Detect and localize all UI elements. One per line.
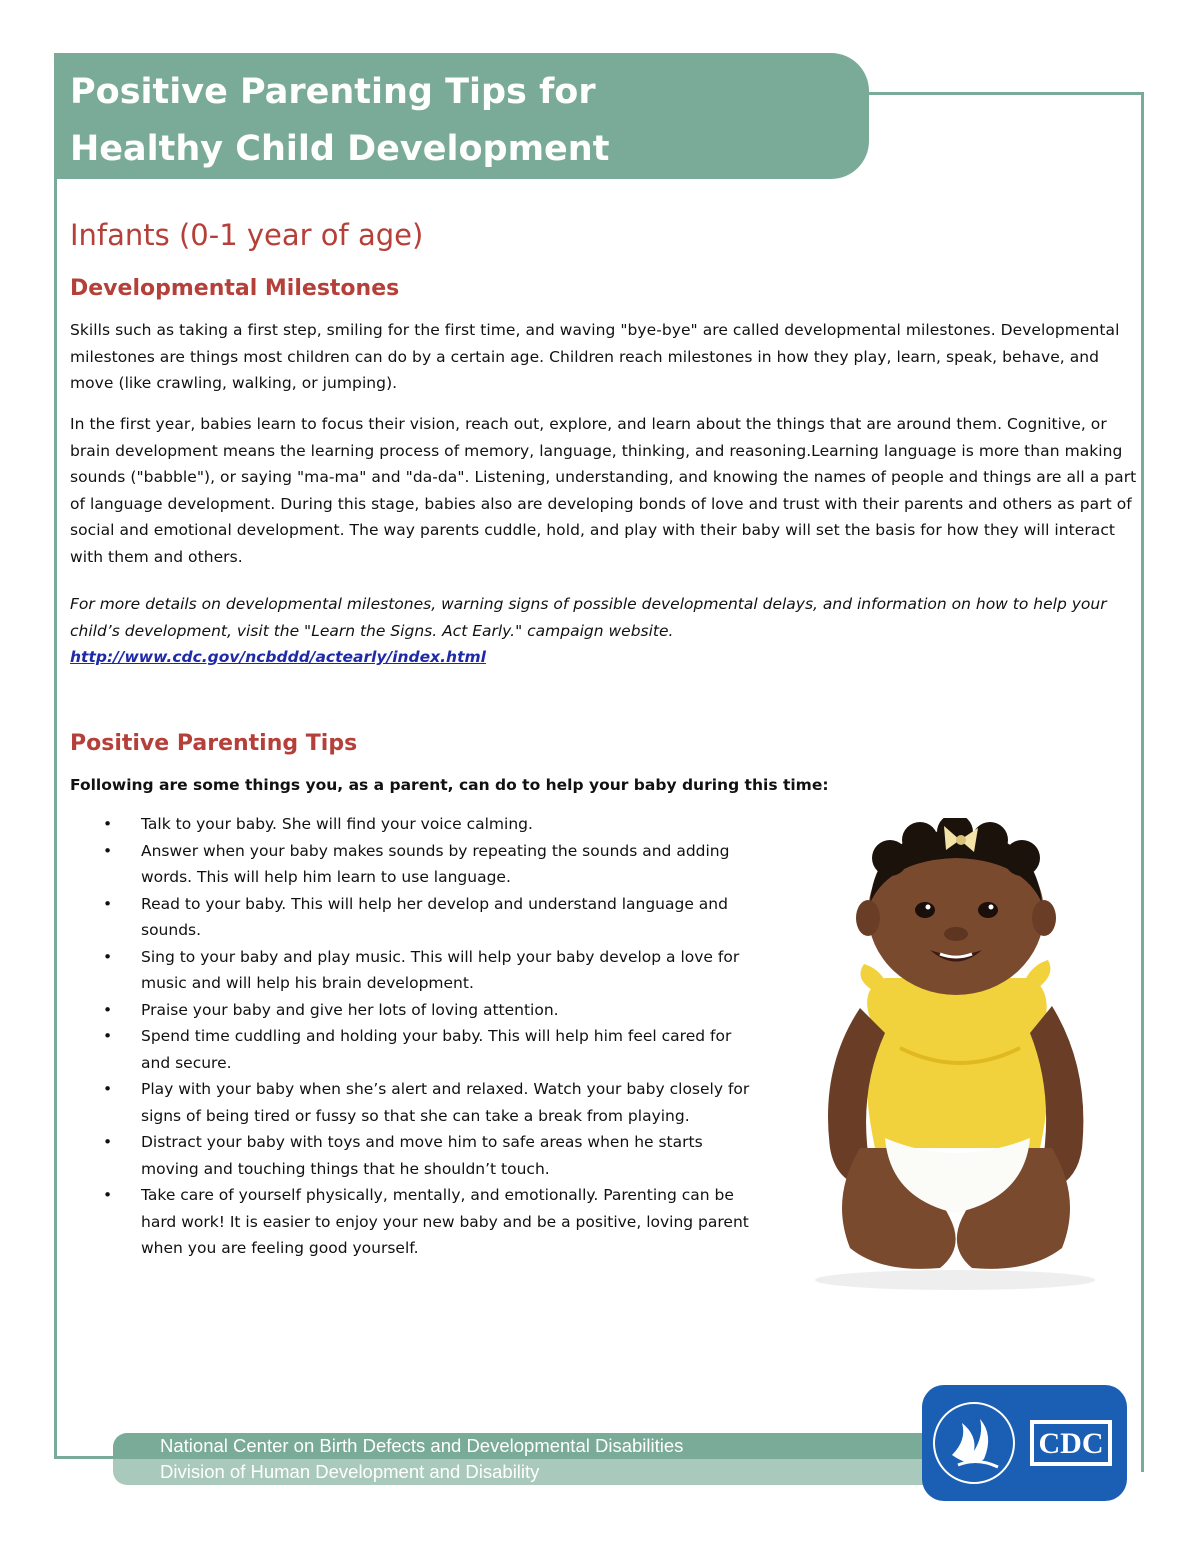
act-early-link[interactable]: http://www.cdc.gov/ncbddd/actearly/index.html <box>70 648 486 666</box>
frame-left-line <box>54 170 57 1458</box>
frame-top-line <box>860 92 1144 95</box>
tip-text: Sing to your baby and play music. This will help your baby develop a love for music and will help his brain development. <box>141 947 740 992</box>
bullet: • <box>103 815 113 833</box>
bullet: • <box>103 1133 113 1151</box>
list-item <box>103 944 753 997</box>
milestones-paragraph-1: Skills such as taking a first step, smiling for the first time, and waving "bye-bye" are called developmental milestones. Developmental milestones are things most children can do by a certain age. Children reach milestones in how they play, learn, speak, behave, and move (like crawling, walking, or jumping). <box>70 321 1120 392</box>
tip-text: Praise your baby and give her lots of loving attention. <box>141 1000 559 1019</box>
milestones-paragraph-2: In the first year, babies learn to focus their vision, reach out, explore, and learn about the things that are around them. Cognitive, or brain development means the learning process of memory, language, thinking, and reasoning.Learning language is more than making sounds ("babble"), or saying "ma-ma" and "da-da". Listening, understanding, and knowing the names of people and things are all a part of language development. During this stage, babies also are developing bonds of love and trust with their parents and others as part of social and emotional development. The way parents cuddle, hold, and play with their baby will set the basis for how they will interact with them and others. <box>70 415 1137 566</box>
frame-bottom-left-line <box>54 1456 116 1459</box>
tip-text: Talk to your baby. She will find your voice calming. <box>141 815 533 833</box>
list-item <box>103 997 753 1024</box>
list-item <box>103 811 753 838</box>
bullet: • <box>103 1027 113 1045</box>
tips-lead: Following are some things you, as a parent, can do to help your baby during this time: <box>70 776 829 794</box>
bullet: • <box>103 841 113 860</box>
page-title <box>70 64 609 178</box>
tip-text: Take care of yourself physically, mentally, and emotionally. Parenting can be hard work! It is easier to enjoy your new baby and be a positive, loving parent when you are feeling good yourself. <box>141 1186 749 1257</box>
list-item <box>103 1076 753 1129</box>
page-title-line2: Healthy Child Development <box>70 129 610 169</box>
tip-text: Read to your baby. This will help her develop and understand language and sounds. <box>141 894 728 939</box>
frame-right-line <box>1141 92 1144 1472</box>
list-item <box>103 891 753 944</box>
list-item <box>103 1182 753 1262</box>
bullet: • <box>103 1186 113 1204</box>
milestones-heading: Developmental Milestones <box>70 276 400 301</box>
tips-heading: Positive Parenting Tips <box>70 731 358 756</box>
bullet: • <box>103 947 113 966</box>
list-item <box>103 1129 753 1182</box>
tips-list <box>103 811 753 1262</box>
tip-text: Spend time cuddling and holding your baby. This will help him feel cared for and secure. <box>141 1027 732 1072</box>
baby-photo <box>790 818 1120 1293</box>
more-details-note: For more details on developmental milestones, warning signs of possible developmental delays, and information on how to help your child’s development, visit the "Learn the Signs. Act Early." campaign website. <box>70 595 1107 640</box>
age-group-heading: Infants (0-1 year of age) <box>70 218 424 252</box>
cdc-wordmark: CDC <box>1038 1427 1104 1460</box>
cdc-logo <box>922 1385 1127 1501</box>
footer-center-name: National Center on Birth Defects and Developmental Disabilities <box>160 1435 684 1456</box>
bullet: • <box>103 894 113 913</box>
list-item <box>103 1023 753 1076</box>
page-title-line1: Positive Parenting Tips for <box>70 72 596 112</box>
footer-division-name: Division of Human Development and Disability <box>160 1461 540 1482</box>
tip-text: Play with your baby when she’s alert and relaxed. Watch your baby closely for signs of being tired or fussy so that she can take a break from playing. <box>141 1080 750 1125</box>
bullet: • <box>103 1000 113 1019</box>
tip-text: Distract your baby with toys and move him to safe areas when he starts moving and touching things that he shouldn’t touch. <box>141 1133 703 1178</box>
tip-text: Answer when your baby makes sounds by repeating the sounds and adding words. This will help him learn to use language. <box>141 841 730 886</box>
bullet: • <box>103 1080 113 1098</box>
list-item <box>103 838 753 891</box>
